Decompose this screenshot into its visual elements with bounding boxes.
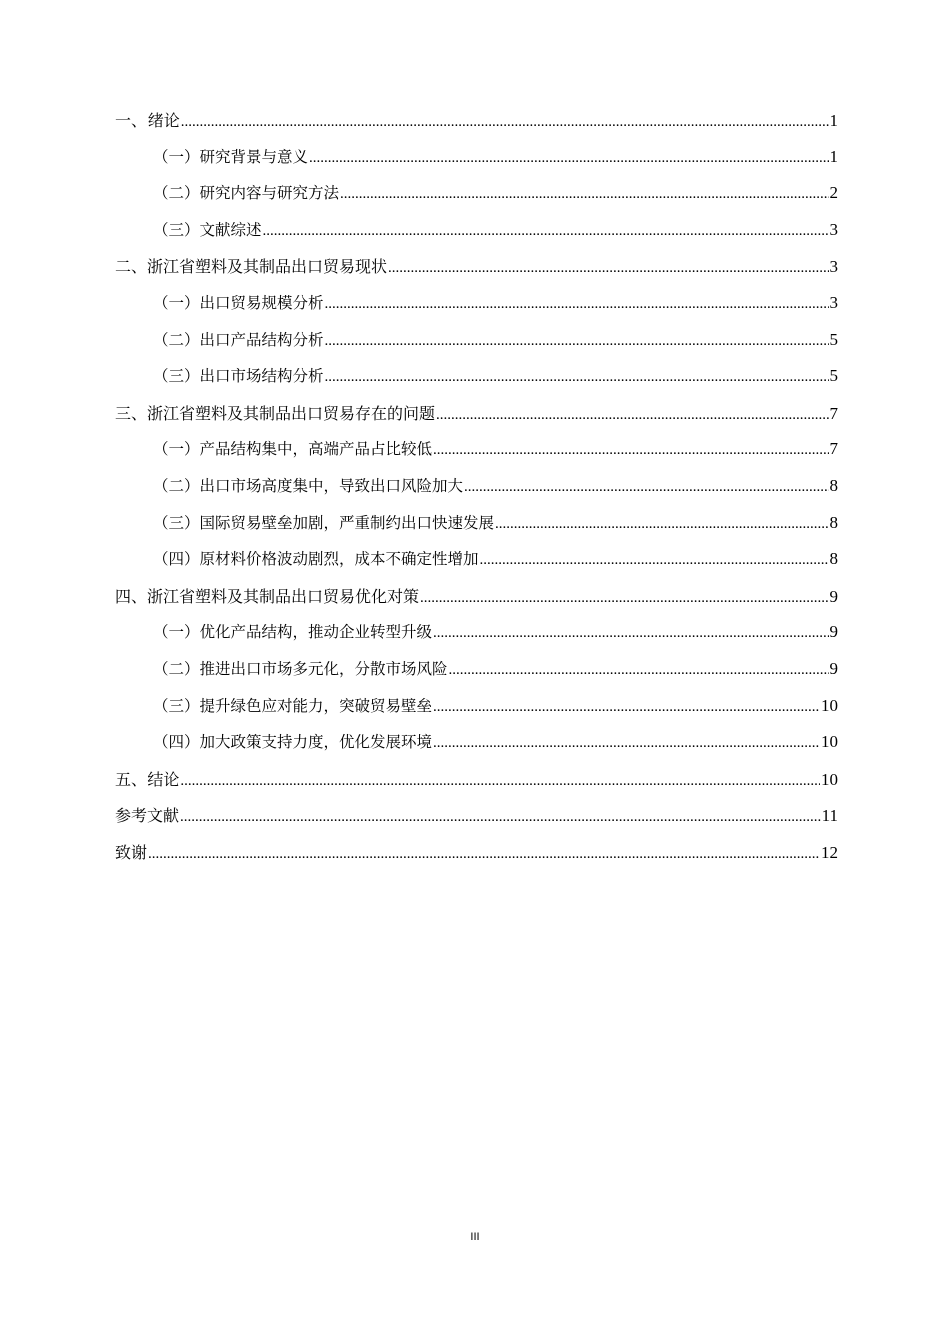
toc-entry-title: 研究背景与意义: [199, 147, 309, 166]
dot-leader: [433, 699, 820, 716]
dot-leader: [325, 296, 829, 313]
toc-entry-section-2-1[interactable]: [115, 291, 838, 328]
toc-entry-section-2-3[interactable]: [115, 364, 838, 401]
toc-entry-title: 致谢: [115, 842, 148, 862]
toc-entry-title: 出口市场高度集中，导致出口风险加大: [199, 476, 464, 495]
toc-entry-section-1-3[interactable]: [115, 218, 838, 255]
toc-entry-page: 1: [829, 111, 838, 130]
toc-entry-number: （二）: [153, 330, 200, 349]
toc-entry-page: 8: [829, 512, 838, 532]
toc-entry-section-4-1[interactable]: [115, 620, 838, 657]
toc-entry-title: 参考文献: [115, 806, 180, 826]
toc-entry-page: 7: [829, 403, 838, 423]
toc-entry-page: 9: [829, 622, 838, 642]
dot-leader: [325, 369, 829, 386]
toc-entry-number: （一）: [153, 293, 200, 312]
page-number-footer: III: [470, 1231, 480, 1243]
toc-entry-page: 1: [829, 146, 838, 166]
toc-entry-title: 结论: [147, 769, 180, 789]
dot-leader: [480, 552, 829, 569]
toc-entry-number: （三）: [153, 367, 200, 386]
toc-entry-section-3-3[interactable]: [115, 511, 838, 548]
toc-entry-chapter-5[interactable]: [115, 767, 838, 804]
dot-leader: [180, 809, 821, 826]
toc-entry-acknowledgements[interactable]: [115, 840, 838, 877]
toc-entry-page: 5: [829, 366, 838, 386]
toc-entry-title: 绪论: [147, 111, 180, 130]
dot-leader: [263, 223, 829, 240]
toc-entry-number: （四）: [153, 550, 200, 569]
toc-entry-chapter-1[interactable]: [115, 108, 838, 145]
toc-entry-page: 10: [821, 732, 838, 752]
dot-leader: [433, 625, 828, 642]
toc-entry-page: 12: [821, 842, 838, 862]
toc-entry-title: 推进出口市场多元化，分散市场风险: [199, 659, 448, 678]
toc-entry-title: 原材料价格波动剧烈，成本不确定性增加: [199, 550, 479, 569]
dot-leader: [449, 662, 829, 679]
dot-leader: [325, 333, 829, 350]
toc-entry-page: 7: [829, 439, 838, 459]
toc-entry-references[interactable]: [115, 803, 838, 840]
toc-entry-title: 出口市场结构分析: [199, 367, 324, 386]
toc-entry-section-3-4[interactable]: [115, 547, 838, 584]
toc-entry-section-1-2[interactable]: [115, 181, 838, 218]
toc-entry-chapter-2[interactable]: [115, 254, 838, 291]
toc-entry-number: 三、: [115, 403, 148, 423]
toc-entry-chapter-4[interactable]: [115, 584, 838, 621]
toc-entry-section-3-1[interactable]: [115, 437, 838, 474]
toc-entry-page: 2: [829, 183, 838, 203]
toc-entry-number: （三）: [153, 513, 200, 532]
dot-leader: [436, 407, 828, 424]
toc-entry-chapter-3[interactable]: [115, 401, 838, 438]
toc-entry-page: 3: [829, 219, 838, 239]
toc-entry-number: （二）: [153, 659, 200, 678]
toc-entry-number: （三）: [153, 220, 200, 239]
toc-entry-page: 5: [829, 329, 838, 349]
toc-entry-title: 文献综述: [199, 220, 262, 239]
dot-leader: [180, 773, 820, 790]
toc-entry-title: 出口产品结构分析: [199, 330, 324, 349]
toc-entry-page: 3: [829, 292, 838, 312]
toc-entry-number: 二、: [115, 257, 148, 277]
toc-entry-page: 3: [829, 257, 838, 277]
dot-leader: [309, 150, 828, 167]
toc-entry-section-1-1[interactable]: [115, 145, 838, 182]
toc-entry-title: 优化产品结构，推动企业转型升级: [199, 623, 433, 642]
toc-entry-title: 加大政策支持力度，优化发展环境: [199, 733, 433, 752]
dot-leader: [148, 846, 820, 863]
toc-entry-section-3-2[interactable]: [115, 474, 838, 511]
dot-leader: [388, 260, 828, 277]
toc-entry-page: 9: [829, 586, 838, 606]
toc-entry-title: 浙江省塑料及其制品出口贸易现状: [147, 257, 388, 277]
dot-leader: [420, 590, 828, 607]
toc-entry-page: 10: [821, 769, 838, 789]
toc-entry-section-2-2[interactable]: [115, 328, 838, 365]
toc-entry-title: 提升绿色应对能力，突破贸易壁垒: [199, 696, 433, 715]
dot-leader: [340, 186, 828, 203]
toc-entry-title: 产品结构集中，高端产品占比较低: [199, 440, 433, 459]
toc-entry-page: 11: [821, 806, 838, 826]
toc-entry-section-4-2[interactable]: [115, 657, 838, 694]
dot-leader: [433, 442, 828, 459]
table-of-contents: [115, 108, 838, 876]
toc-entry-number: （二）: [153, 476, 200, 495]
toc-entry-number: （一）: [153, 440, 200, 459]
dot-leader: [433, 735, 820, 752]
toc-entry-number: 一、: [115, 111, 148, 130]
toc-entry-number: （一）: [153, 147, 200, 166]
toc-entry-page: 8: [829, 475, 838, 495]
toc-entry-page: 8: [829, 549, 838, 569]
toc-entry-number: （一）: [153, 623, 200, 642]
toc-entry-number: 四、: [115, 586, 148, 606]
toc-entry-title: 浙江省塑料及其制品出口贸易存在的问题: [147, 403, 436, 423]
toc-entry-title: 出口贸易规模分析: [199, 293, 324, 312]
toc-entry-title: 国际贸易壁垒加剧，严重制约出口快速发展: [199, 513, 495, 532]
toc-entry-page: 10: [821, 695, 838, 715]
toc-entry-title: 研究内容与研究方法: [199, 184, 340, 203]
toc-entry-number: （三）: [153, 696, 200, 715]
toc-entry-section-4-4[interactable]: [115, 730, 838, 767]
toc-entry-page: 9: [829, 658, 838, 678]
toc-entry-number: （四）: [153, 733, 200, 752]
toc-entry-number: 五、: [115, 769, 148, 789]
dot-leader: [464, 479, 828, 496]
dot-leader: [495, 516, 828, 533]
toc-entry-title: 浙江省塑料及其制品出口贸易优化对策: [147, 586, 420, 606]
dot-leader: [181, 114, 829, 131]
toc-entry-section-4-3[interactable]: [115, 694, 838, 731]
toc-entry-number: （二）: [153, 184, 200, 203]
